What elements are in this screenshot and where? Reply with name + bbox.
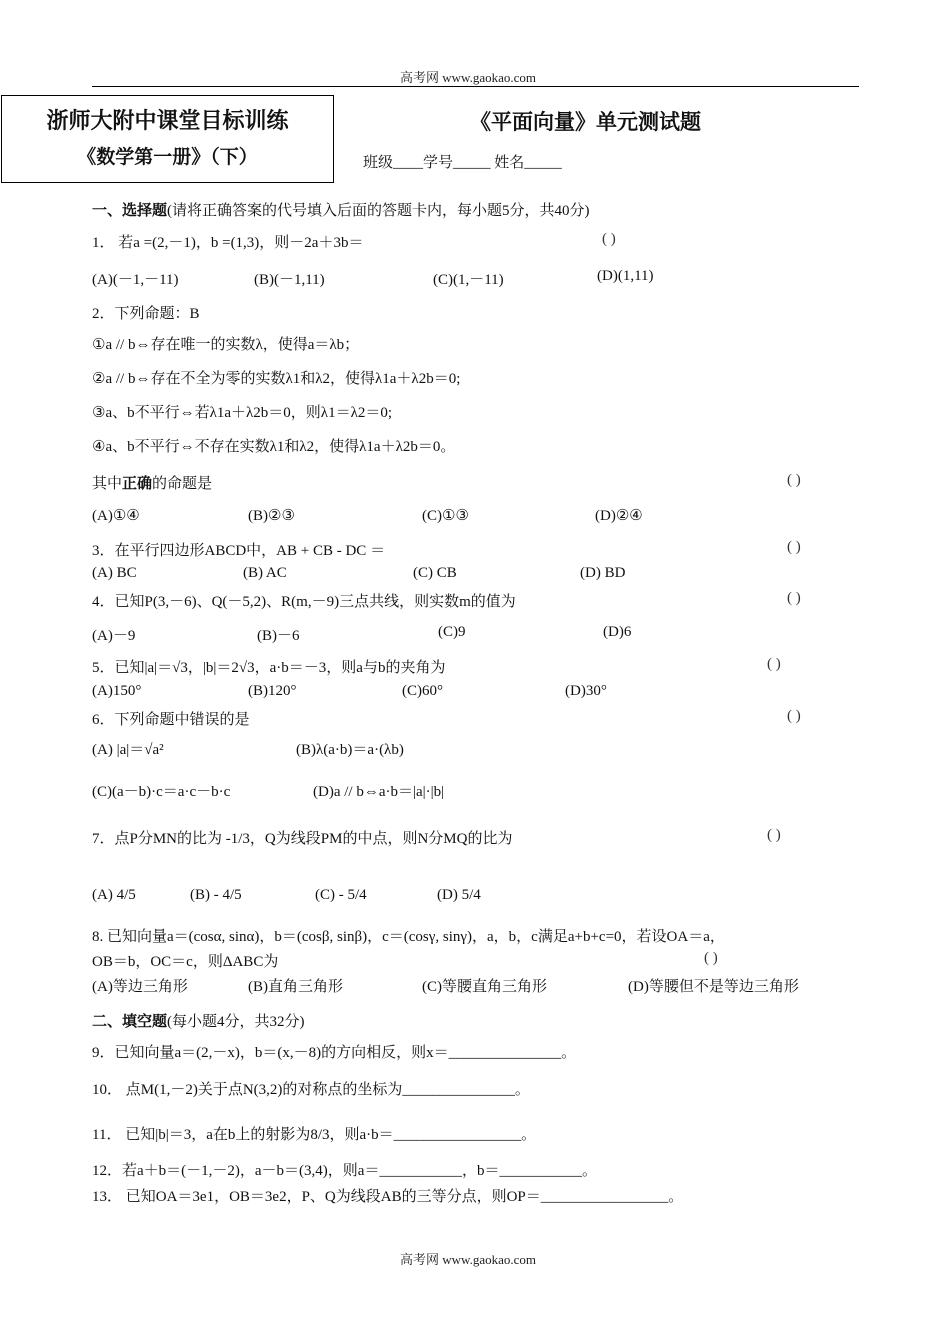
student-info: 班级____学号_____ 姓名_____ bbox=[363, 155, 562, 171]
q2-option-d: (D)②④ bbox=[595, 508, 643, 524]
title-box bbox=[1, 95, 334, 183]
q1-option-c: (C)(1,－11) bbox=[433, 272, 504, 288]
section-choice-note: (请将正确答案的代号填入后面的答题卡内，每小题5分，共40分) bbox=[167, 203, 590, 219]
title-box-line2: 《数学第一册》（下） bbox=[77, 146, 258, 168]
q8-option-b: (B)直角三角形 bbox=[248, 979, 343, 995]
q2-prompt bbox=[92, 472, 212, 493]
q2-statement-1: ①a // b⇔存在唯一的实数λ，使得a＝λb； bbox=[92, 337, 360, 353]
q8-option-a: (A)等边三角形 bbox=[92, 979, 188, 995]
q8-option-c: (C)等腰直角三角形 bbox=[422, 979, 547, 995]
question-11: 11． 已知|b|＝3，a在b上的射影为8/3，则a·b＝_________________。 bbox=[92, 1127, 537, 1143]
q2-prompt-post: 的命题是 bbox=[152, 476, 213, 492]
question-5: 5．已知|a|＝√3，|b|＝2√3，a·b＝－3，则a与b的夹角为 bbox=[92, 660, 446, 676]
answer-paren-8: ( ) bbox=[704, 950, 718, 966]
q2-prompt-pre: 其中 bbox=[92, 476, 123, 492]
q3-option-c: (C) CB bbox=[413, 565, 457, 581]
q7-option-c: (C) - 5/4 bbox=[315, 887, 367, 903]
question-2: 2．下列命题：B bbox=[92, 306, 200, 322]
question-9: 9．已知向量a＝(2,－x)，b＝(x,－8)的方向相反，则x＝_______________。 bbox=[92, 1045, 577, 1061]
question-8-line2: OB＝b，OC＝c，则ΔABC为 bbox=[92, 954, 279, 970]
q4-option-a: (A)－9 bbox=[92, 628, 136, 644]
question-4: 4．已知P(3,－6)、Q(－5,2)、R(m,－9)三点共线，则实数m的值为 bbox=[92, 594, 516, 610]
q6-option-c: (C)(a－b)·c＝a·c－b·c bbox=[92, 784, 231, 800]
q5-option-b: (B)120° bbox=[248, 683, 297, 699]
q3-option-d: (D) BD bbox=[580, 565, 626, 581]
section-fill-heading bbox=[92, 1010, 305, 1031]
header-site: 高考网 www.gaokao.com bbox=[400, 70, 536, 85]
q1-option-b: (B)(－1,11) bbox=[254, 272, 325, 288]
title-box-line1: 浙师大附中课堂目标训练 bbox=[46, 109, 289, 134]
q5-option-d: (D)30° bbox=[565, 683, 607, 699]
question-6: 6．下列命题中错误的是 bbox=[92, 712, 250, 728]
section-choice-heading bbox=[92, 199, 590, 220]
question-3: 3．在平行四边形ABCD中，AB + CB - DC ＝ bbox=[92, 543, 386, 559]
question-13: 13． 已知OA＝3e1，OB＝3e2，P、Q为线段AB的三等分点，则OP＝_________________。 bbox=[92, 1189, 684, 1205]
question-7: 7．点P分MN的比为 -1/3，Q为线段PM的中点，则N分MQ的比为 bbox=[92, 831, 513, 847]
q7-option-a: (A) 4/5 bbox=[92, 887, 136, 903]
q2-option-a: (A)①④ bbox=[92, 508, 140, 524]
question-8-line1: 8. 已知向量a＝(cosα, sinα)，b＝(cosβ, sinβ)，c＝(cosγ, sinγ)，a，b，c满足a+b+c=0，若设OA＝a， bbox=[92, 929, 725, 945]
answer-paren-1: ( ) bbox=[602, 231, 616, 247]
answer-paren-2: ( ) bbox=[787, 472, 801, 488]
q7-option-d: (D) 5/4 bbox=[437, 887, 481, 903]
q2-statement-2: ②a // b⇔存在不全为零的实数λ1和λ2，使得λ1a＋λ2b＝0; bbox=[92, 371, 461, 387]
answer-paren-7: ( ) bbox=[767, 827, 781, 843]
q6-option-d: (D)a // b⇔a·b＝|a|·|b| bbox=[313, 784, 445, 800]
question-10: 10． 点M(1,－2)关于点N(3,2)的对称点的坐标为_______________。 bbox=[92, 1082, 530, 1098]
question-12: 12．若a＋b＝(－1,－2)，a－b＝(3,4)，则a＝___________，b＝___________。 bbox=[92, 1163, 597, 1179]
q4-option-c: (C)9 bbox=[438, 624, 466, 640]
section-fill-note: (每小题4分，共32分) bbox=[167, 1014, 305, 1030]
q1-option-a: (A)(－1,－11) bbox=[92, 272, 179, 288]
section-fill-title: 二、填空题 bbox=[92, 1012, 168, 1030]
footer-site: 高考网 www.gaokao.com bbox=[400, 1252, 536, 1267]
q2-statement-4: ④a、b不平行⇔不存在实数λ1和λ2，使得λ1a＋λ2b＝0。 bbox=[92, 439, 456, 455]
q7-option-b: (B) - 4/5 bbox=[190, 887, 242, 903]
q4-option-b: (B)－6 bbox=[257, 628, 300, 644]
q8-option-d: (D)等腰但不是等边三角形 bbox=[628, 979, 799, 995]
answer-paren-5: ( ) bbox=[767, 656, 781, 672]
question-1: 1． 若a =(2,－1)，b =(1,3)，则－2a＋3b＝ bbox=[92, 235, 364, 251]
q2-statement-3: ③a、b不平行⇔若λ1a＋λ2b＝0，则λ1＝λ2＝0; bbox=[92, 405, 393, 421]
q3-option-a: (A) BC bbox=[92, 565, 137, 581]
q6-option-a: (A) |a|＝√a² bbox=[92, 742, 164, 758]
section-choice-title: 一、选择题 bbox=[92, 201, 168, 219]
q5-option-a: (A)150° bbox=[92, 683, 142, 699]
q2-option-c: (C)①③ bbox=[422, 508, 469, 524]
q6-option-b: (B)λ(a·b)＝a·(λb) bbox=[296, 742, 404, 758]
q3-option-b: (B) AC bbox=[243, 565, 287, 581]
q2-option-b: (B)②③ bbox=[248, 508, 295, 524]
q1-option-d: (D)(1,11) bbox=[597, 268, 654, 284]
q4-option-d: (D)6 bbox=[603, 624, 632, 640]
answer-paren-6: ( ) bbox=[787, 708, 801, 724]
exam-title: 《平面向量》单元测试题 bbox=[470, 110, 701, 134]
answer-paren-4: ( ) bbox=[787, 590, 801, 606]
q5-option-c: (C)60° bbox=[402, 683, 443, 699]
header-rule bbox=[92, 86, 859, 87]
answer-paren-3: ( ) bbox=[787, 539, 801, 555]
page-header bbox=[400, 67, 536, 86]
q2-prompt-bold: 正确 bbox=[122, 474, 153, 492]
page-footer bbox=[400, 1249, 536, 1268]
